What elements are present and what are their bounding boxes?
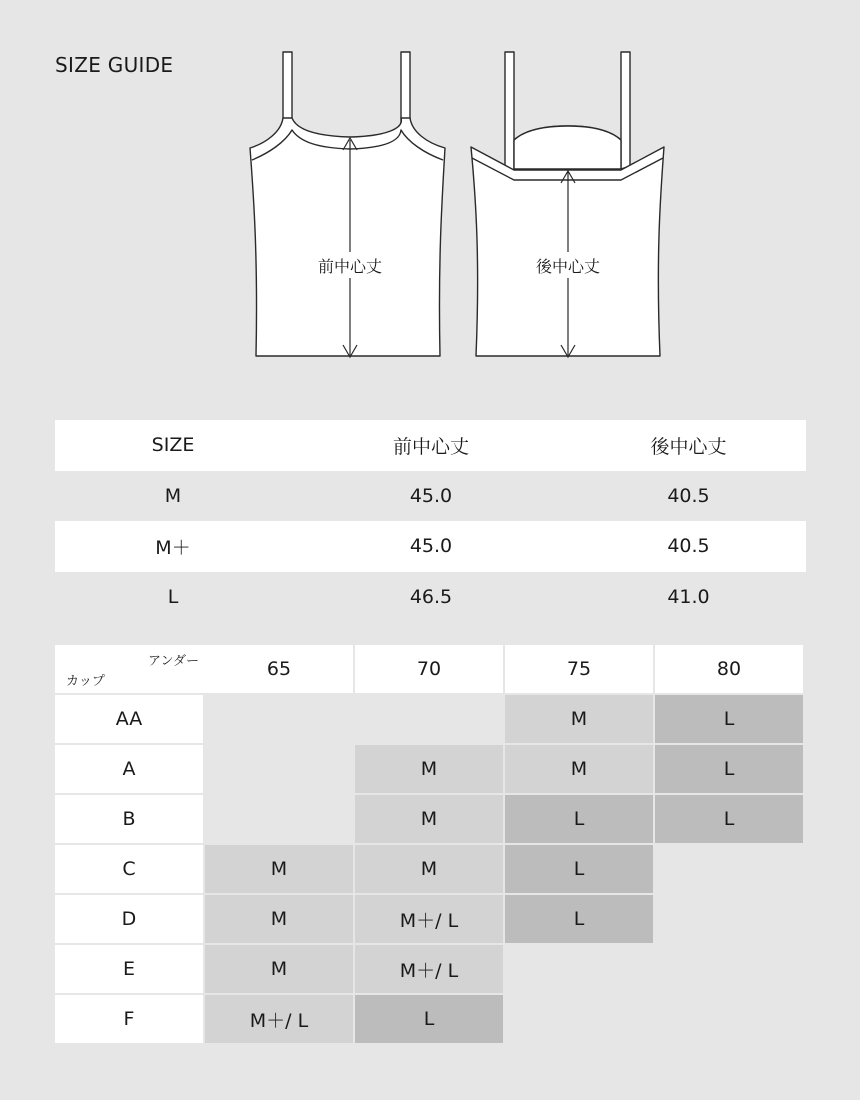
cup-size-label: F — [55, 995, 203, 1043]
size-result-cell: M — [205, 945, 353, 993]
size-result-cell: L — [655, 695, 803, 743]
size-result-cell: L — [655, 745, 803, 793]
cup-size-label: A — [55, 745, 203, 793]
size-result-cell: L — [505, 795, 653, 843]
size-cell: M — [164, 484, 182, 507]
cup-size-label: B — [55, 795, 203, 843]
back-length-cell: 41.0 — [667, 585, 710, 608]
header-back-length: 後中心丈 — [650, 435, 727, 458]
table-corner-header — [55, 645, 205, 693]
cup-size-label: E — [55, 945, 203, 993]
size-result-cell: L — [505, 895, 653, 943]
size-cell: L — [167, 585, 179, 608]
size-result-cell: M — [355, 795, 503, 843]
size-table — [55, 420, 806, 622]
size-result-cell: M — [355, 845, 503, 893]
back-length-cell: 40.5 — [667, 535, 710, 558]
size-result-cell: M — [205, 895, 353, 943]
size-result-cell: M＋/ L — [205, 995, 353, 1043]
camisole-illustration — [0, 0, 860, 400]
front-length-cell: 46.5 — [409, 585, 453, 608]
under-label: アンダー — [148, 654, 199, 669]
table-row — [55, 521, 806, 572]
back-length-cell: 40.5 — [667, 484, 710, 507]
size-result-cell: M＋/ L — [355, 895, 503, 943]
front-length-label: 前中心丈 — [317, 257, 383, 276]
under-size-header: 65 — [205, 645, 353, 693]
size-result-cell: M — [355, 745, 503, 793]
size-result-cell: L — [355, 995, 503, 1043]
size-result-cell: M — [205, 845, 353, 893]
table-row — [55, 572, 806, 623]
under-size-header: 75 — [505, 645, 653, 693]
header-size: SIZE — [151, 434, 195, 457]
cup-size-label: C — [55, 845, 203, 893]
front-length-cell: 45.0 — [409, 484, 453, 507]
page-title: SIZE GUIDE — [55, 53, 174, 77]
size-result-cell: M＋/ L — [355, 945, 503, 993]
back-length-label: 後中心丈 — [535, 257, 601, 276]
under-size-header: 80 — [655, 645, 803, 693]
cup-size-label: AA — [55, 695, 203, 743]
size-result-cell: L — [655, 795, 803, 843]
under-size-header: 70 — [355, 645, 503, 693]
size-result-cell: M — [505, 695, 653, 743]
size-table-header — [55, 420, 806, 471]
size-result-cell: L — [505, 845, 653, 893]
size-cell: M＋ — [155, 536, 191, 559]
front-garment-drawing — [250, 52, 445, 356]
size-result-cell: M — [505, 745, 653, 793]
front-length-cell: 45.0 — [409, 535, 453, 558]
cup-label: カップ — [66, 674, 105, 689]
table-row — [55, 471, 806, 522]
cup-size-label: D — [55, 895, 203, 943]
header-front-length: 前中心丈 — [392, 435, 469, 458]
